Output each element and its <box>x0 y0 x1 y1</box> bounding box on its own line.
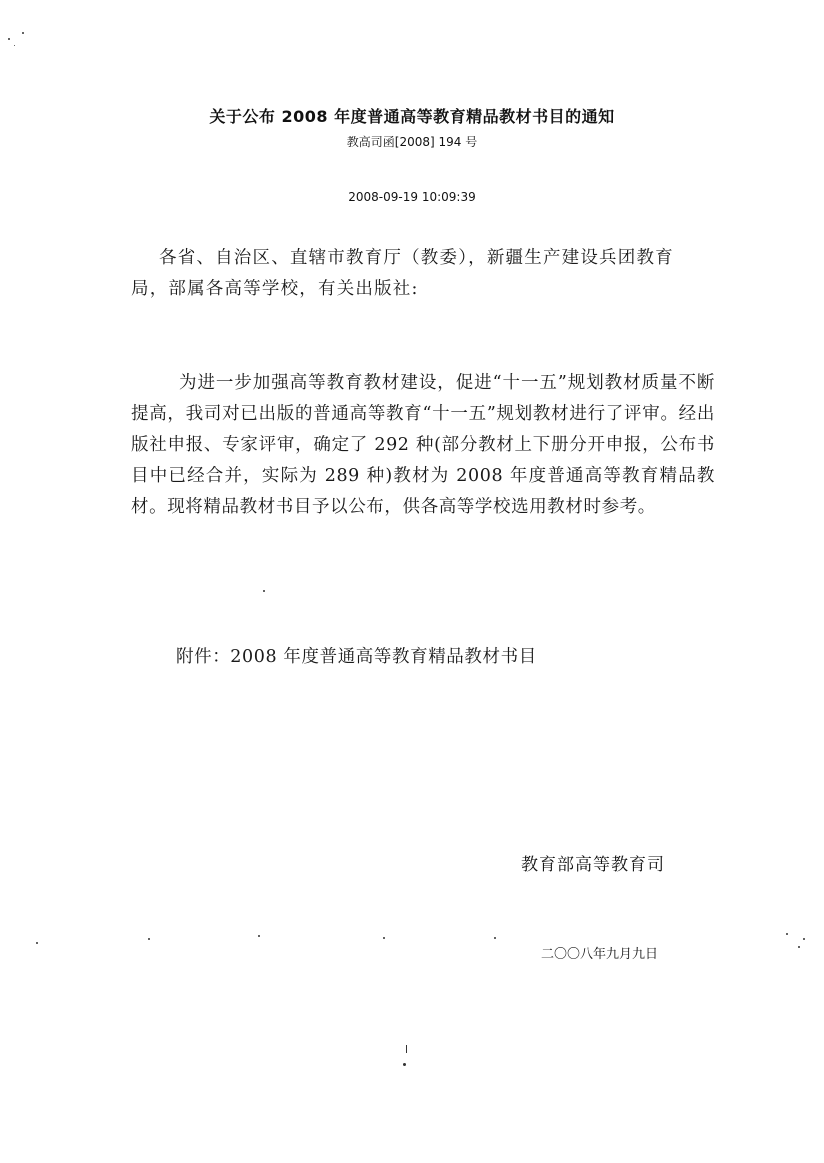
publish-datetime: 2008-09-19 10:09:39 <box>348 190 476 204</box>
issuer-name: 教育部高等教育司 <box>521 855 665 875</box>
scan-speck <box>383 937 385 939</box>
scan-speck <box>258 935 260 937</box>
attachment-line: 附件：2008 年度普通高等教育精品教材书目 <box>176 647 537 667</box>
scan-speck <box>8 38 10 40</box>
salutation-line-2: 局，部属各高等学校，有关出版社: <box>131 279 419 299</box>
scan-speck <box>22 32 24 34</box>
salutation <box>131 243 719 305</box>
sign-date: 二〇〇八年九月九日 <box>541 947 659 962</box>
scan-speck <box>803 938 805 940</box>
salutation-line-1: 各省、自治区、直辖市教育厅（教委），新疆生产建设兵团教育 <box>159 248 674 268</box>
scan-speck <box>148 938 150 940</box>
scan-speck <box>786 933 788 935</box>
scan-speck <box>403 1063 406 1066</box>
scan-speck <box>494 937 496 939</box>
body-paragraph: 为进一步加强高等教育教材建设，促进“十一五”规划教材质量不断提高，我司对已出版的普通高等教育“十一五”规划教材进行了评审。经出版社申报、专家评审，确定了 292 种(部分教材上下册分开申报，公布书目中已经合并，实际为 289 种)教材为 2008 年度普通高等教育精品教材。现将精品教材书目予以公布，供各高等学校选用教材时参考。 <box>131 373 715 517</box>
document-number: 教高司函[2008] 194 号 <box>346 135 478 149</box>
document-title: 关于公布 2008 年度普通高等教育精品教材书目的通知 <box>209 107 615 126</box>
scan-speck <box>36 942 38 944</box>
scan-speck <box>798 946 800 948</box>
scan-speck <box>14 45 15 46</box>
scan-speck <box>263 590 265 592</box>
scan-speck <box>406 1045 407 1053</box>
